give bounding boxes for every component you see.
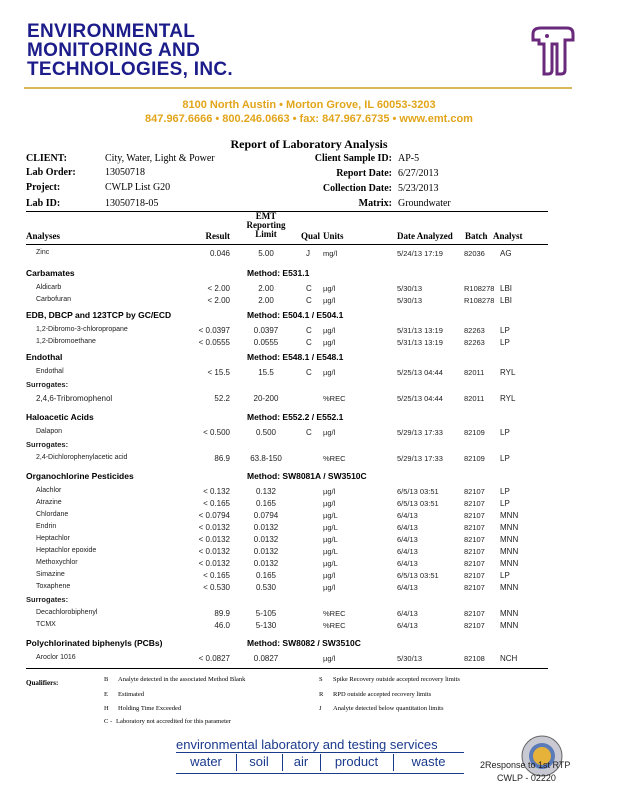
batch-value: 82107 — [464, 487, 485, 496]
result-value: < 0.0132 — [198, 547, 230, 556]
analyst-value: LP — [500, 326, 510, 335]
date-analyzed-value: 6/4/13 — [397, 583, 418, 592]
analyte-name: Dalapon — [36, 428, 63, 435]
result-value: 86.9 — [214, 454, 230, 463]
qualifier-code: R — [319, 691, 324, 698]
result-value: < 0.132 — [203, 487, 230, 496]
result-value: < 0.0132 — [198, 535, 230, 544]
project-value: CWLP List G20 — [105, 182, 171, 193]
analyst-value: MNN — [500, 535, 519, 544]
analyte-name: 2,4-Dichlorophenylacetic acid — [36, 454, 128, 461]
col-analyst: Analyst — [493, 231, 523, 241]
units-value: µg/l — [323, 368, 336, 377]
column-divider — [26, 244, 548, 245]
reporting-limit-value: 0.0827 — [253, 654, 279, 663]
col-qual: Qual — [301, 231, 321, 241]
result-value: < 15.5 — [207, 368, 230, 377]
qualifiers-divider — [26, 668, 548, 669]
section-title: Endothal — [26, 352, 63, 362]
reporting-limit-value: 0.0555 — [253, 338, 279, 347]
header-divider — [26, 211, 548, 212]
section-title: Polychlorinated biphenyls (PCBs) — [26, 638, 163, 648]
reporting-limit-value: 2.00 — [258, 296, 274, 305]
units-value: µg/L — [323, 559, 338, 568]
analyte-name: Alachlor — [36, 487, 62, 494]
company-name-line-1: ENVIRONMENTAL — [27, 21, 196, 42]
qual-value: C — [306, 368, 312, 377]
qual-value: J — [306, 249, 310, 258]
date-analyzed-value: 5/25/13 04:44 — [397, 368, 443, 377]
analyst-value: LP — [500, 454, 510, 463]
service-air: air — [282, 754, 321, 771]
qualifier-code: H — [104, 705, 109, 712]
section-title: Haloacetic Acids — [26, 412, 94, 422]
analyst-value: MNN — [500, 547, 519, 556]
reporting-limit-value: 15.5 — [258, 368, 274, 377]
batch-value: 82036 — [464, 249, 485, 258]
reporting-limit-value: 0.530 — [255, 583, 277, 592]
date-analyzed-value: 5/31/13 13:19 — [397, 326, 443, 335]
analyst-value: MNN — [500, 609, 519, 618]
date-analyzed-value: 6/4/13 — [397, 523, 418, 532]
qualifier-code: B — [104, 676, 109, 683]
section-title: Carbamates — [26, 268, 75, 278]
surrogates-label: Surrogates: — [26, 440, 69, 449]
analyte-name: Simazine — [36, 571, 65, 578]
analyst-value: AG — [500, 249, 512, 258]
units-value: µg/l — [323, 583, 336, 592]
analyte-name: Carbofuran — [36, 296, 72, 303]
analyst-value: RYL — [500, 394, 516, 403]
batch-value: 82107 — [464, 547, 485, 556]
result-value: < 2.00 — [207, 284, 230, 293]
company-name-line-2: MONITORING AND — [27, 40, 201, 61]
date-analyzed-value: 6/4/13 — [397, 511, 418, 520]
company-contact: 847.967.6666 • 800.246.0663 • fax: 847.967.6735 • www.emt.com — [145, 113, 473, 125]
qual-value: C — [306, 296, 312, 305]
footer-tagline: environmental laboratory and testing services — [176, 737, 438, 752]
batch-value: 82107 — [464, 621, 485, 630]
units-value: %REC — [323, 621, 346, 630]
qualifier-code: J — [319, 705, 322, 712]
qual-value: C — [306, 428, 312, 437]
analyst-value: LP — [500, 499, 510, 508]
analyst-value: MNN — [500, 511, 519, 520]
units-value: µg/l — [323, 571, 336, 580]
result-value: < 0.0555 — [198, 338, 230, 347]
qualifier-text: Holding Time Exceeded — [118, 705, 182, 712]
reporting-limit-value: 0.0132 — [253, 535, 279, 544]
service-waste: waste — [411, 754, 446, 769]
date-analyzed-value: 5/30/13 — [397, 654, 423, 663]
lab-id-label: Lab ID: — [26, 198, 61, 209]
header-rule — [24, 87, 572, 89]
date-analyzed-value: 5/31/13 13:19 — [397, 338, 443, 347]
qual-value: C — [306, 338, 312, 347]
analyte-name: Aroclor 1016 — [36, 654, 76, 661]
section-method: Method: SW8081A / SW3510C — [247, 471, 367, 481]
result-value: < 0.165 — [203, 571, 230, 580]
result-value: 52.2 — [214, 394, 230, 403]
reporting-limit-value: 5.00 — [258, 249, 274, 258]
units-value: µg/L — [323, 547, 338, 556]
reporting-limit-value: 0.165 — [255, 499, 277, 508]
service-product: product — [320, 754, 394, 771]
accreditation-seal-icon — [521, 735, 563, 777]
collection-date-value: 5/23/2013 — [398, 183, 439, 194]
date-analyzed-value: 6/4/13 — [397, 621, 418, 630]
units-value: µg/l — [323, 338, 336, 347]
analyst-value: LP — [500, 571, 510, 580]
date-analyzed-value: 6/4/13 — [397, 535, 418, 544]
surrogates-label: Surrogates: — [26, 595, 69, 604]
analyst-value: LP — [500, 338, 510, 347]
lab-id-value: 13050718-05 — [105, 198, 159, 209]
batch-value: 82107 — [464, 511, 485, 520]
section-method: Method: E504.1 / E504.1 — [247, 310, 344, 320]
units-value: µg/l — [323, 428, 336, 437]
units-value: µg/l — [323, 654, 336, 663]
analyte-name: Zinc — [36, 249, 50, 256]
analyte-name: TCMX — [36, 621, 56, 628]
result-value: < 0.500 — [203, 428, 230, 437]
sample-id-value: AP-5 — [398, 153, 420, 164]
date-analyzed-value: 6/5/13 03:51 — [397, 499, 439, 508]
units-value: %REC — [323, 454, 346, 463]
analyte-name: Chlordane — [36, 511, 69, 518]
date-analyzed-value: 5/29/13 17:33 — [397, 428, 443, 437]
result-value: 46.0 — [214, 621, 230, 630]
analyte-name: Heptachlor epoxide — [36, 547, 97, 554]
date-analyzed-value: 6/4/13 — [397, 609, 418, 618]
analyst-value: MNN — [500, 621, 519, 630]
analyst-value: MNN — [500, 559, 519, 568]
lab-order-label: Lab Order: — [26, 167, 76, 178]
batch-value: 82107 — [464, 609, 485, 618]
reporting-limit-value: 5-105 — [255, 609, 277, 618]
reporting-limit-value: 0.0132 — [253, 559, 279, 568]
analyst-value: MNN — [500, 583, 519, 592]
units-value: µg/L — [323, 523, 338, 532]
result-value: < 0.0132 — [198, 559, 230, 568]
qualifier-code: S — [319, 676, 323, 683]
units-value: %REC — [323, 394, 346, 403]
col-result: Result — [205, 231, 230, 241]
qualifiers-label: Qualifiers: — [26, 679, 59, 687]
section-title: Organochlorine Pesticides — [26, 471, 134, 481]
analyst-value: MNN — [500, 523, 519, 532]
units-value: µg/L — [323, 535, 338, 544]
batch-value: 82107 — [464, 523, 485, 532]
batch-value: R108278 — [464, 296, 495, 305]
reporting-limit-value: 5-130 — [255, 621, 277, 630]
analyte-name: Toxaphene — [36, 583, 71, 590]
matrix-value: Groundwater — [398, 198, 451, 209]
date-analyzed-value: 5/30/13 — [397, 296, 423, 305]
emt-logo-icon — [527, 24, 577, 78]
date-analyzed-value: 5/24/13 17:19 — [397, 249, 443, 258]
date-analyzed-value: 5/25/13 04:44 — [397, 394, 443, 403]
batch-value: 82263 — [464, 326, 485, 335]
units-value: µg/l — [323, 326, 336, 335]
reporting-limit-value: 0.165 — [255, 571, 277, 580]
reporting-limit-value: 20-200 — [253, 394, 279, 403]
analyte-name: 1,2-Dibromoethane — [36, 338, 96, 345]
result-value: < 0.0132 — [198, 523, 230, 532]
service-soil: soil — [236, 754, 283, 771]
client-label: CLIENT: — [26, 153, 67, 164]
qualifier-text: RPD outside accepted recovery limits — [333, 691, 432, 698]
qualifier-code: C - — [104, 718, 113, 725]
batch-value: 82107 — [464, 571, 485, 580]
col-units: Units — [323, 231, 344, 241]
date-analyzed-value: 6/4/13 — [397, 547, 418, 556]
batch-value: 82011 — [464, 368, 485, 377]
result-value: < 0.530 — [203, 583, 230, 592]
analyte-name: 2,4,6-Tribromophenol — [36, 394, 113, 403]
sample-id-label: Client Sample ID: — [314, 153, 392, 164]
analyte-name: Atrazine — [36, 499, 62, 506]
qualifier-text: Spike Recovery outside accepted recovery limits — [333, 676, 460, 683]
batch-value: 82011 — [464, 394, 485, 403]
reporting-limit-value: 0.500 — [255, 428, 277, 437]
analyte-name: Endothal — [36, 368, 64, 375]
units-value: µg/l — [323, 487, 336, 496]
company-name — [27, 22, 233, 79]
qualifier-text: Analyte detected in the associated Method Blank — [118, 676, 246, 683]
section-method: Method: E531.1 — [247, 268, 310, 278]
reporting-limit-value: 63.8-150 — [250, 454, 282, 463]
analyte-name: Aldicarb — [36, 284, 62, 291]
lab-order-value: 13050718 — [105, 167, 145, 178]
client-value: City, Water, Light & Power — [105, 153, 215, 164]
result-value: 0.046 — [209, 249, 230, 258]
section-method: Method: E552.2 / E552.1 — [247, 412, 344, 422]
reporting-limit-value: 2.00 — [258, 284, 274, 293]
document-id: CWLP - 02220 — [497, 773, 556, 783]
report-date-value: 6/27/2013 — [398, 168, 439, 179]
qual-value: C — [306, 326, 312, 335]
company-name-line-3: TECHNOLOGIES, INC. — [27, 59, 233, 80]
units-value: mg/l — [323, 249, 338, 258]
date-analyzed-value: 6/5/13 03:51 — [397, 487, 439, 496]
project-label: Project: — [26, 182, 61, 193]
reporting-limit-value: 0.0397 — [253, 326, 279, 335]
batch-value: 82107 — [464, 535, 485, 544]
company-address: 8100 North Austin • Morton Grove, IL 60053-3203 — [182, 99, 436, 111]
response-note: 2Response to 1st RTP — [480, 760, 571, 770]
units-value: %REC — [323, 609, 346, 618]
analyst-value: NCH — [500, 654, 518, 663]
batch-value: 82107 — [464, 583, 485, 592]
date-analyzed-value: 5/29/13 17:33 — [397, 454, 443, 463]
analyte-name: Endrin — [36, 523, 57, 530]
result-value: < 0.0827 — [198, 654, 230, 663]
analyst-value: LP — [500, 487, 510, 496]
reporting-limit-value: 0.0132 — [253, 523, 279, 532]
col-batch: Batch — [465, 231, 488, 241]
analyst-value: LBI — [500, 284, 513, 293]
batch-value: 82109 — [464, 428, 485, 437]
qualifier-text: Estimated — [118, 691, 144, 698]
section-title: EDB, DBCP and 123TCP by GC/ECD — [26, 310, 172, 320]
result-value: < 2.00 — [207, 296, 230, 305]
analyte-name: Methoxychlor — [36, 559, 78, 566]
units-value: µg/l — [323, 499, 336, 508]
col-date-analyzed: Date Analyzed — [397, 231, 453, 241]
matrix-label: Matrix: — [358, 198, 392, 209]
analyst-value: RYL — [500, 368, 516, 377]
batch-value: 82107 — [464, 559, 485, 568]
reporting-limit-value: 0.0794 — [253, 511, 279, 520]
analyst-value: LP — [500, 428, 510, 437]
section-method: Method: E548.1 / E548.1 — [247, 352, 344, 362]
analyte-name: 1,2-Dibromo-3-chloropropane — [36, 326, 128, 333]
col-reporting-limit: EMT Reporting Limit — [246, 211, 286, 239]
batch-value: 82108 — [464, 654, 485, 663]
batch-value: R108278 — [464, 284, 495, 293]
units-value: µg/l — [323, 296, 336, 305]
result-value: < 0.165 — [203, 499, 230, 508]
result-value: < 0.0794 — [198, 511, 230, 520]
analyst-value: LBI — [500, 296, 513, 305]
result-value: < 0.0397 — [198, 326, 230, 335]
date-analyzed-value: 6/4/13 — [397, 559, 418, 568]
collection-date-label: Collection Date: — [322, 183, 392, 194]
analyte-name: Heptachlor — [36, 535, 70, 542]
report-title: Report of Laboratory Analysis — [230, 137, 388, 151]
qualifier-text: Analyte detected below quantitation limits — [333, 705, 444, 712]
batch-value: 82109 — [464, 454, 485, 463]
surrogates-label: Surrogates: — [26, 380, 69, 389]
batch-value: 82263 — [464, 338, 485, 347]
service-water: water — [176, 754, 237, 771]
date-analyzed-value: 5/30/13 — [397, 284, 423, 293]
date-analyzed-value: 6/5/13 03:51 — [397, 571, 439, 580]
units-value: µg/l — [323, 284, 336, 293]
col-analyses: Analyses — [26, 231, 61, 241]
batch-value: 82107 — [464, 499, 485, 508]
qualifier-text: Laboratory not accredited for this parameter — [116, 718, 231, 725]
units-value: µg/L — [323, 511, 338, 520]
qual-value: C — [306, 284, 312, 293]
qualifier-code: E — [104, 691, 108, 698]
report-date-label: Report Date: — [336, 168, 392, 179]
analyte-name: Decachlorobiphenyl — [36, 609, 98, 616]
section-method: Method: SW8082 / SW3510C — [247, 638, 361, 648]
reporting-limit-value: 0.132 — [255, 487, 277, 496]
reporting-limit-value: 0.0132 — [253, 547, 279, 556]
result-value: 89.9 — [214, 609, 230, 618]
